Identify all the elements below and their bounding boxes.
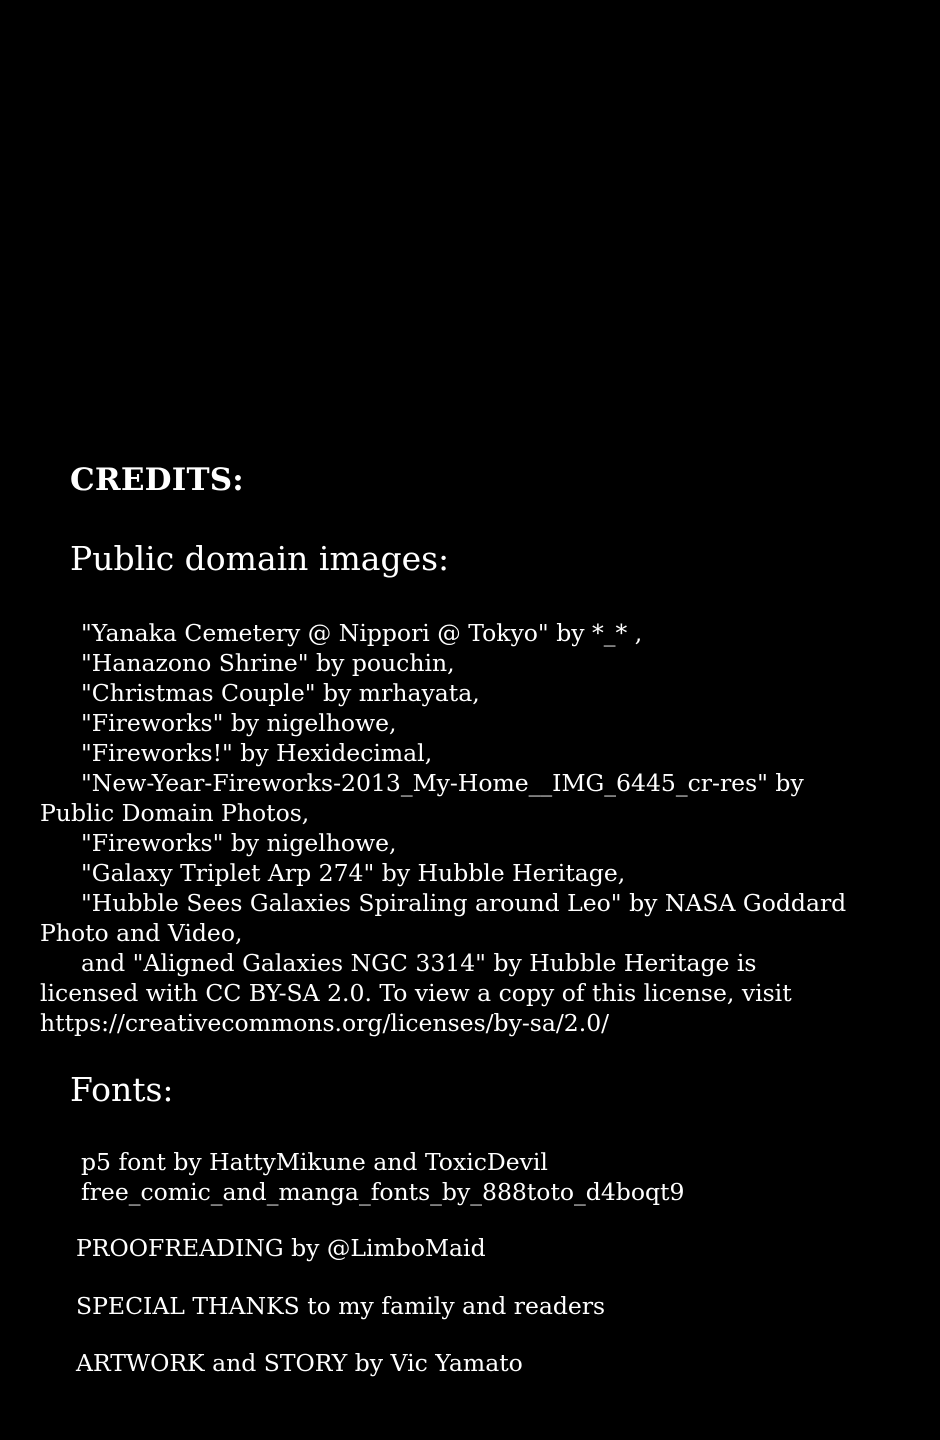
credits-title: CREDITS: <box>70 462 244 498</box>
proofreading-credit: PROOFREADING by @LimboMaid <box>76 1234 486 1262</box>
image-credit-line: "Fireworks!" by Hexidecimal, <box>81 739 433 767</box>
image-credit-line: "Yanaka Cemetery @ Nippori @ Tokyo" by *_* , <box>81 619 643 647</box>
font-credit-line: free_comic_and_manga_fonts_by_888toto_d4boqt9 <box>81 1178 685 1206</box>
font-credits-list <box>40 1147 860 1207</box>
fonts-heading: Fonts: <box>70 1070 174 1109</box>
public-domain-images-heading: Public domain images: <box>70 539 450 578</box>
image-credit-line: "Galaxy Triplet Arp 274" by Hubble Heritage, <box>81 859 626 887</box>
image-credits-list <box>40 618 860 1038</box>
image-credit-line: "Christmas Couple" by mrhayata, <box>81 679 480 707</box>
image-credit-line: "Hanazono Shrine" by pouchin, <box>81 649 455 677</box>
font-credit-line: p5 font by HattyMikune and ToxicDevil <box>81 1148 548 1176</box>
artwork-story-credit: ARTWORK and STORY by Vic Yamato <box>76 1349 523 1377</box>
special-thanks-credit: SPECIAL THANKS to my family and readers <box>76 1292 606 1320</box>
image-credit-line: "Fireworks" by nigelhowe, <box>81 829 397 857</box>
license-credit-line: and "Aligned Galaxies NGC 3314" by Hubble Heritage is licensed with CC BY-SA 2.0. To view a copy of this license, visit https://creativecommons.org/licenses/by-sa/2.0/ <box>40 949 792 1037</box>
image-credit-line: "Hubble Sees Galaxies Spiraling around Leo" by NASA Goddard Photo and Video, <box>40 889 847 947</box>
image-credit-line: "Fireworks" by nigelhowe, <box>81 709 397 737</box>
image-credit-line: "New-Year-Fireworks-2013_My-Home__IMG_6445_cr-res" by Public Domain Photos, <box>40 769 804 827</box>
